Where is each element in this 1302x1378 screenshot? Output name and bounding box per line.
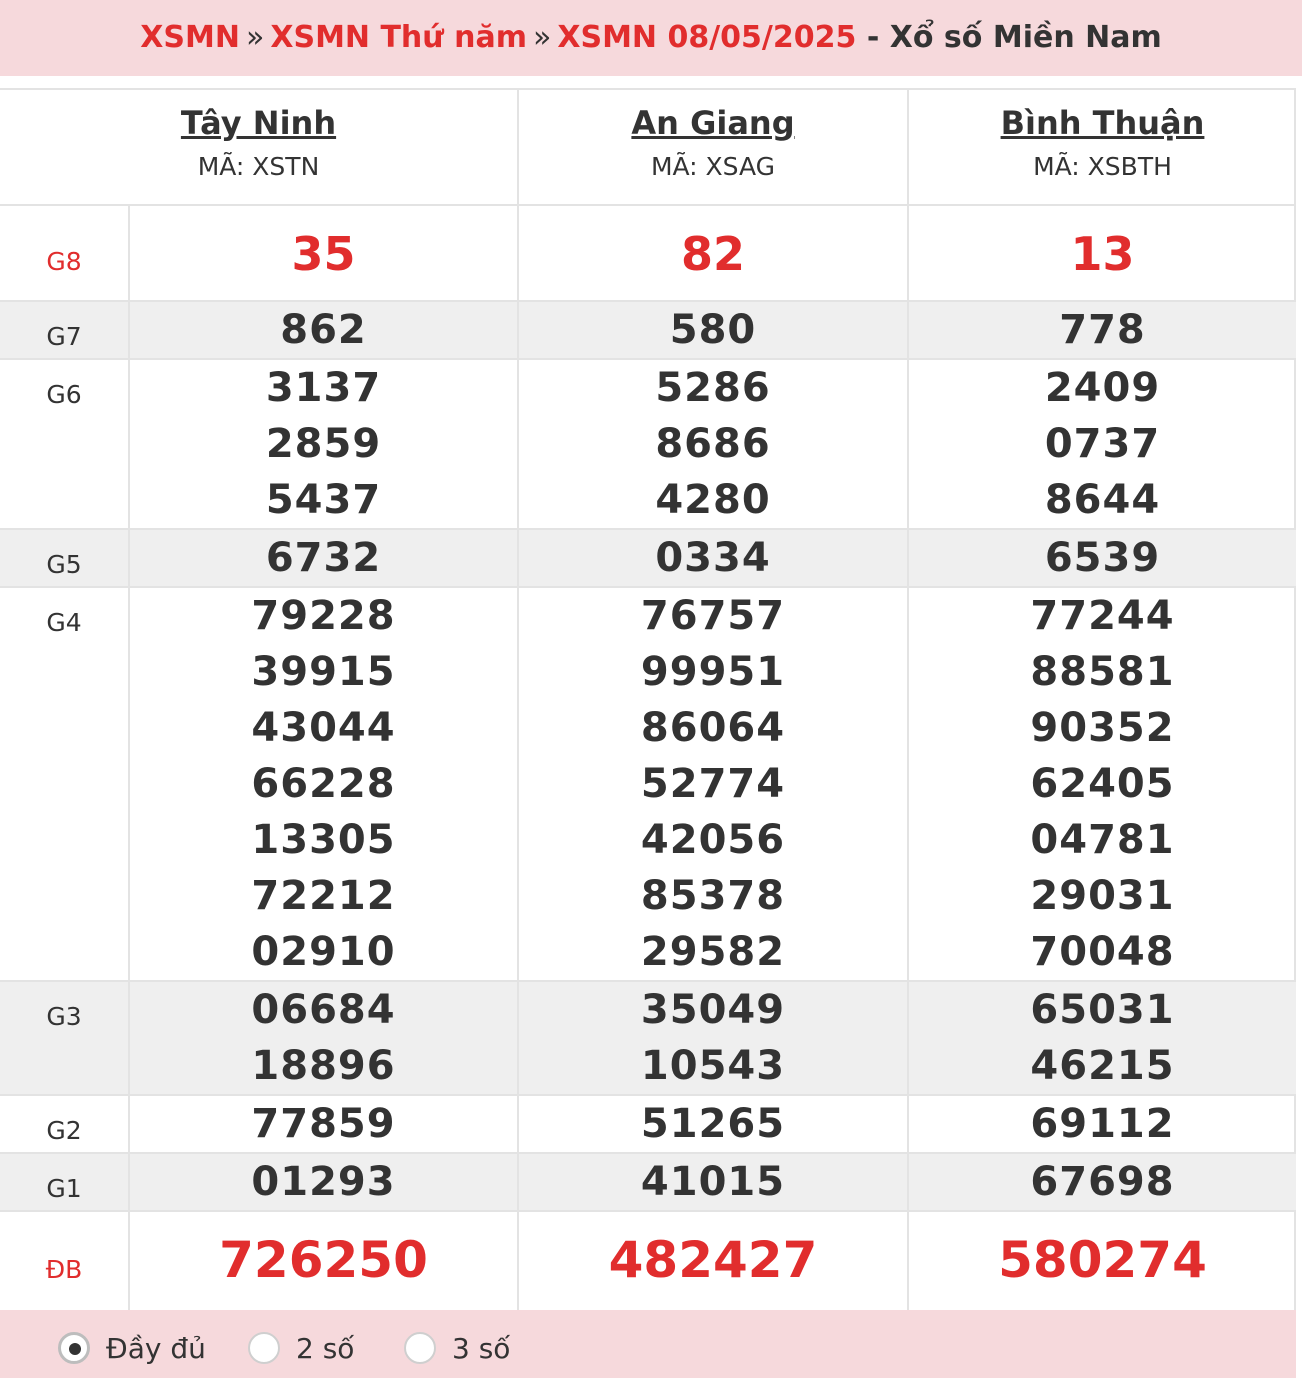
prize-label: G6 (46, 380, 82, 409)
prize-number: 13305 (251, 817, 396, 863)
option-full[interactable] (58, 1330, 206, 1366)
prize-number: 2859 (265, 421, 382, 467)
page-title-suffix: - Xổ số Miền Nam (866, 20, 1162, 55)
prize-number: 85378 (640, 873, 786, 919)
special-prize-number: 580274 (998, 1231, 1207, 1289)
prize-number: 67698 (1030, 1159, 1175, 1205)
prize-number: 29031 (1030, 873, 1175, 919)
prize-number: 70048 (1030, 929, 1175, 975)
special-prize-number: 482427 (608, 1231, 818, 1289)
prize-number: 82 (680, 227, 745, 281)
prize-number: 29582 (640, 929, 786, 975)
radio-selected-icon[interactable] (58, 1332, 90, 1364)
prize-label: G3 (46, 1002, 82, 1031)
prize-row-special (0, 1212, 1296, 1310)
prize-number: 580 (669, 307, 757, 353)
prize-number: 35 (291, 227, 356, 281)
prize-number: 65031 (1030, 987, 1175, 1033)
option-3-digits[interactable] (404, 1330, 510, 1366)
province-code: MÃ: XSTN (197, 152, 320, 181)
prize-number: 13 (1070, 227, 1135, 281)
prize-label: ĐB (45, 1255, 83, 1284)
page-header (0, 0, 1302, 76)
prize-number: 88581 (1030, 649, 1175, 695)
province-cell-2 (519, 90, 907, 181)
province-header-row (0, 90, 1296, 206)
display-options-bar (0, 1310, 1296, 1378)
prize-row-g4 (0, 588, 1296, 982)
prize-number: 86064 (640, 705, 786, 751)
prize-number: 99951 (640, 649, 786, 695)
prize-number: 0737 (1044, 421, 1161, 467)
prize-number: 66228 (251, 761, 396, 807)
prize-number: 35049 (640, 987, 786, 1033)
option-2-digits[interactable] (248, 1330, 354, 1366)
breadcrumb-weekday[interactable]: XSMN Thứ năm (270, 20, 527, 55)
option-label: Đầy đủ (106, 1331, 206, 1365)
prize-number: 72212 (251, 873, 396, 919)
prize-row-g6 (0, 360, 1296, 530)
prize-label: G5 (46, 550, 82, 579)
option-label: 2 số (296, 1331, 355, 1365)
prize-row-g2 (0, 1096, 1296, 1154)
prize-row-g5 (0, 530, 1296, 588)
prize-number: 6732 (265, 535, 382, 581)
prize-number: 862 (280, 307, 367, 353)
prize-row-g3 (0, 982, 1296, 1096)
prize-label: G7 (46, 322, 82, 351)
prize-number: 51265 (640, 1101, 786, 1147)
prize-row-g1 (0, 1154, 1296, 1212)
prize-number: 69112 (1030, 1101, 1175, 1147)
radio-icon[interactable] (248, 1332, 280, 1364)
breadcrumb-separator: » (532, 20, 552, 55)
prize-number: 18896 (251, 1043, 396, 1089)
prize-row-g7 (0, 302, 1296, 360)
prize-label: G2 (46, 1116, 82, 1145)
breadcrumb-separator: » (245, 20, 265, 55)
prize-row-g8 (0, 206, 1296, 302)
prize-number: 5286 (655, 365, 771, 411)
prize-number: 43044 (251, 705, 396, 751)
prize-number: 02910 (251, 929, 396, 975)
prize-number: 01293 (251, 1159, 396, 1205)
radio-icon[interactable] (404, 1332, 436, 1364)
breadcrumb-xsmn[interactable]: XSMN (140, 20, 240, 55)
province-name-link[interactable]: An Giang (631, 104, 795, 142)
prize-number: 10543 (640, 1043, 786, 1089)
divider (517, 88, 519, 1310)
divider (128, 206, 130, 1310)
divider (907, 88, 909, 1310)
province-name-link[interactable]: Bình Thuận (1000, 104, 1205, 142)
province-code: MÃ: XSBTH (1033, 152, 1172, 181)
prize-number: 42056 (640, 817, 786, 863)
option-label: 3 số (452, 1331, 511, 1365)
prize-number: 39915 (251, 649, 396, 695)
prize-label: G4 (46, 608, 82, 637)
prize-number: 79228 (251, 593, 396, 639)
prize-number: 46215 (1030, 1043, 1175, 1089)
prize-number: 2409 (1044, 365, 1161, 411)
prize-number: 52774 (640, 761, 786, 807)
prize-number: 76757 (640, 593, 786, 639)
province-name-link[interactable]: Tây Ninh (180, 104, 337, 142)
prize-number: 4280 (655, 477, 771, 523)
prize-number: 778 (1059, 307, 1146, 353)
prize-number: 06684 (251, 987, 396, 1033)
province-cell-3 (909, 90, 1296, 181)
prize-number: 8686 (655, 421, 771, 467)
province-cell-1 (0, 90, 517, 181)
prize-number: 77244 (1030, 593, 1175, 639)
special-prize-number: 726250 (219, 1231, 428, 1289)
prize-number: 41015 (640, 1159, 786, 1205)
breadcrumb-date[interactable]: XSMN 08/05/2025 (557, 20, 857, 55)
prize-label: G8 (46, 247, 82, 276)
prize-number: 3137 (265, 365, 382, 411)
province-code: MÃ: XSAG (650, 152, 776, 181)
prize-number: 0334 (655, 535, 771, 581)
prize-number: 04781 (1030, 817, 1175, 863)
prize-number: 77859 (251, 1101, 396, 1147)
prize-number: 90352 (1030, 705, 1175, 751)
prize-label: G1 (46, 1174, 82, 1203)
prize-number: 62405 (1030, 761, 1175, 807)
prize-number: 5437 (265, 477, 382, 523)
prize-number: 8644 (1044, 477, 1161, 523)
prize-number: 6539 (1044, 535, 1161, 581)
